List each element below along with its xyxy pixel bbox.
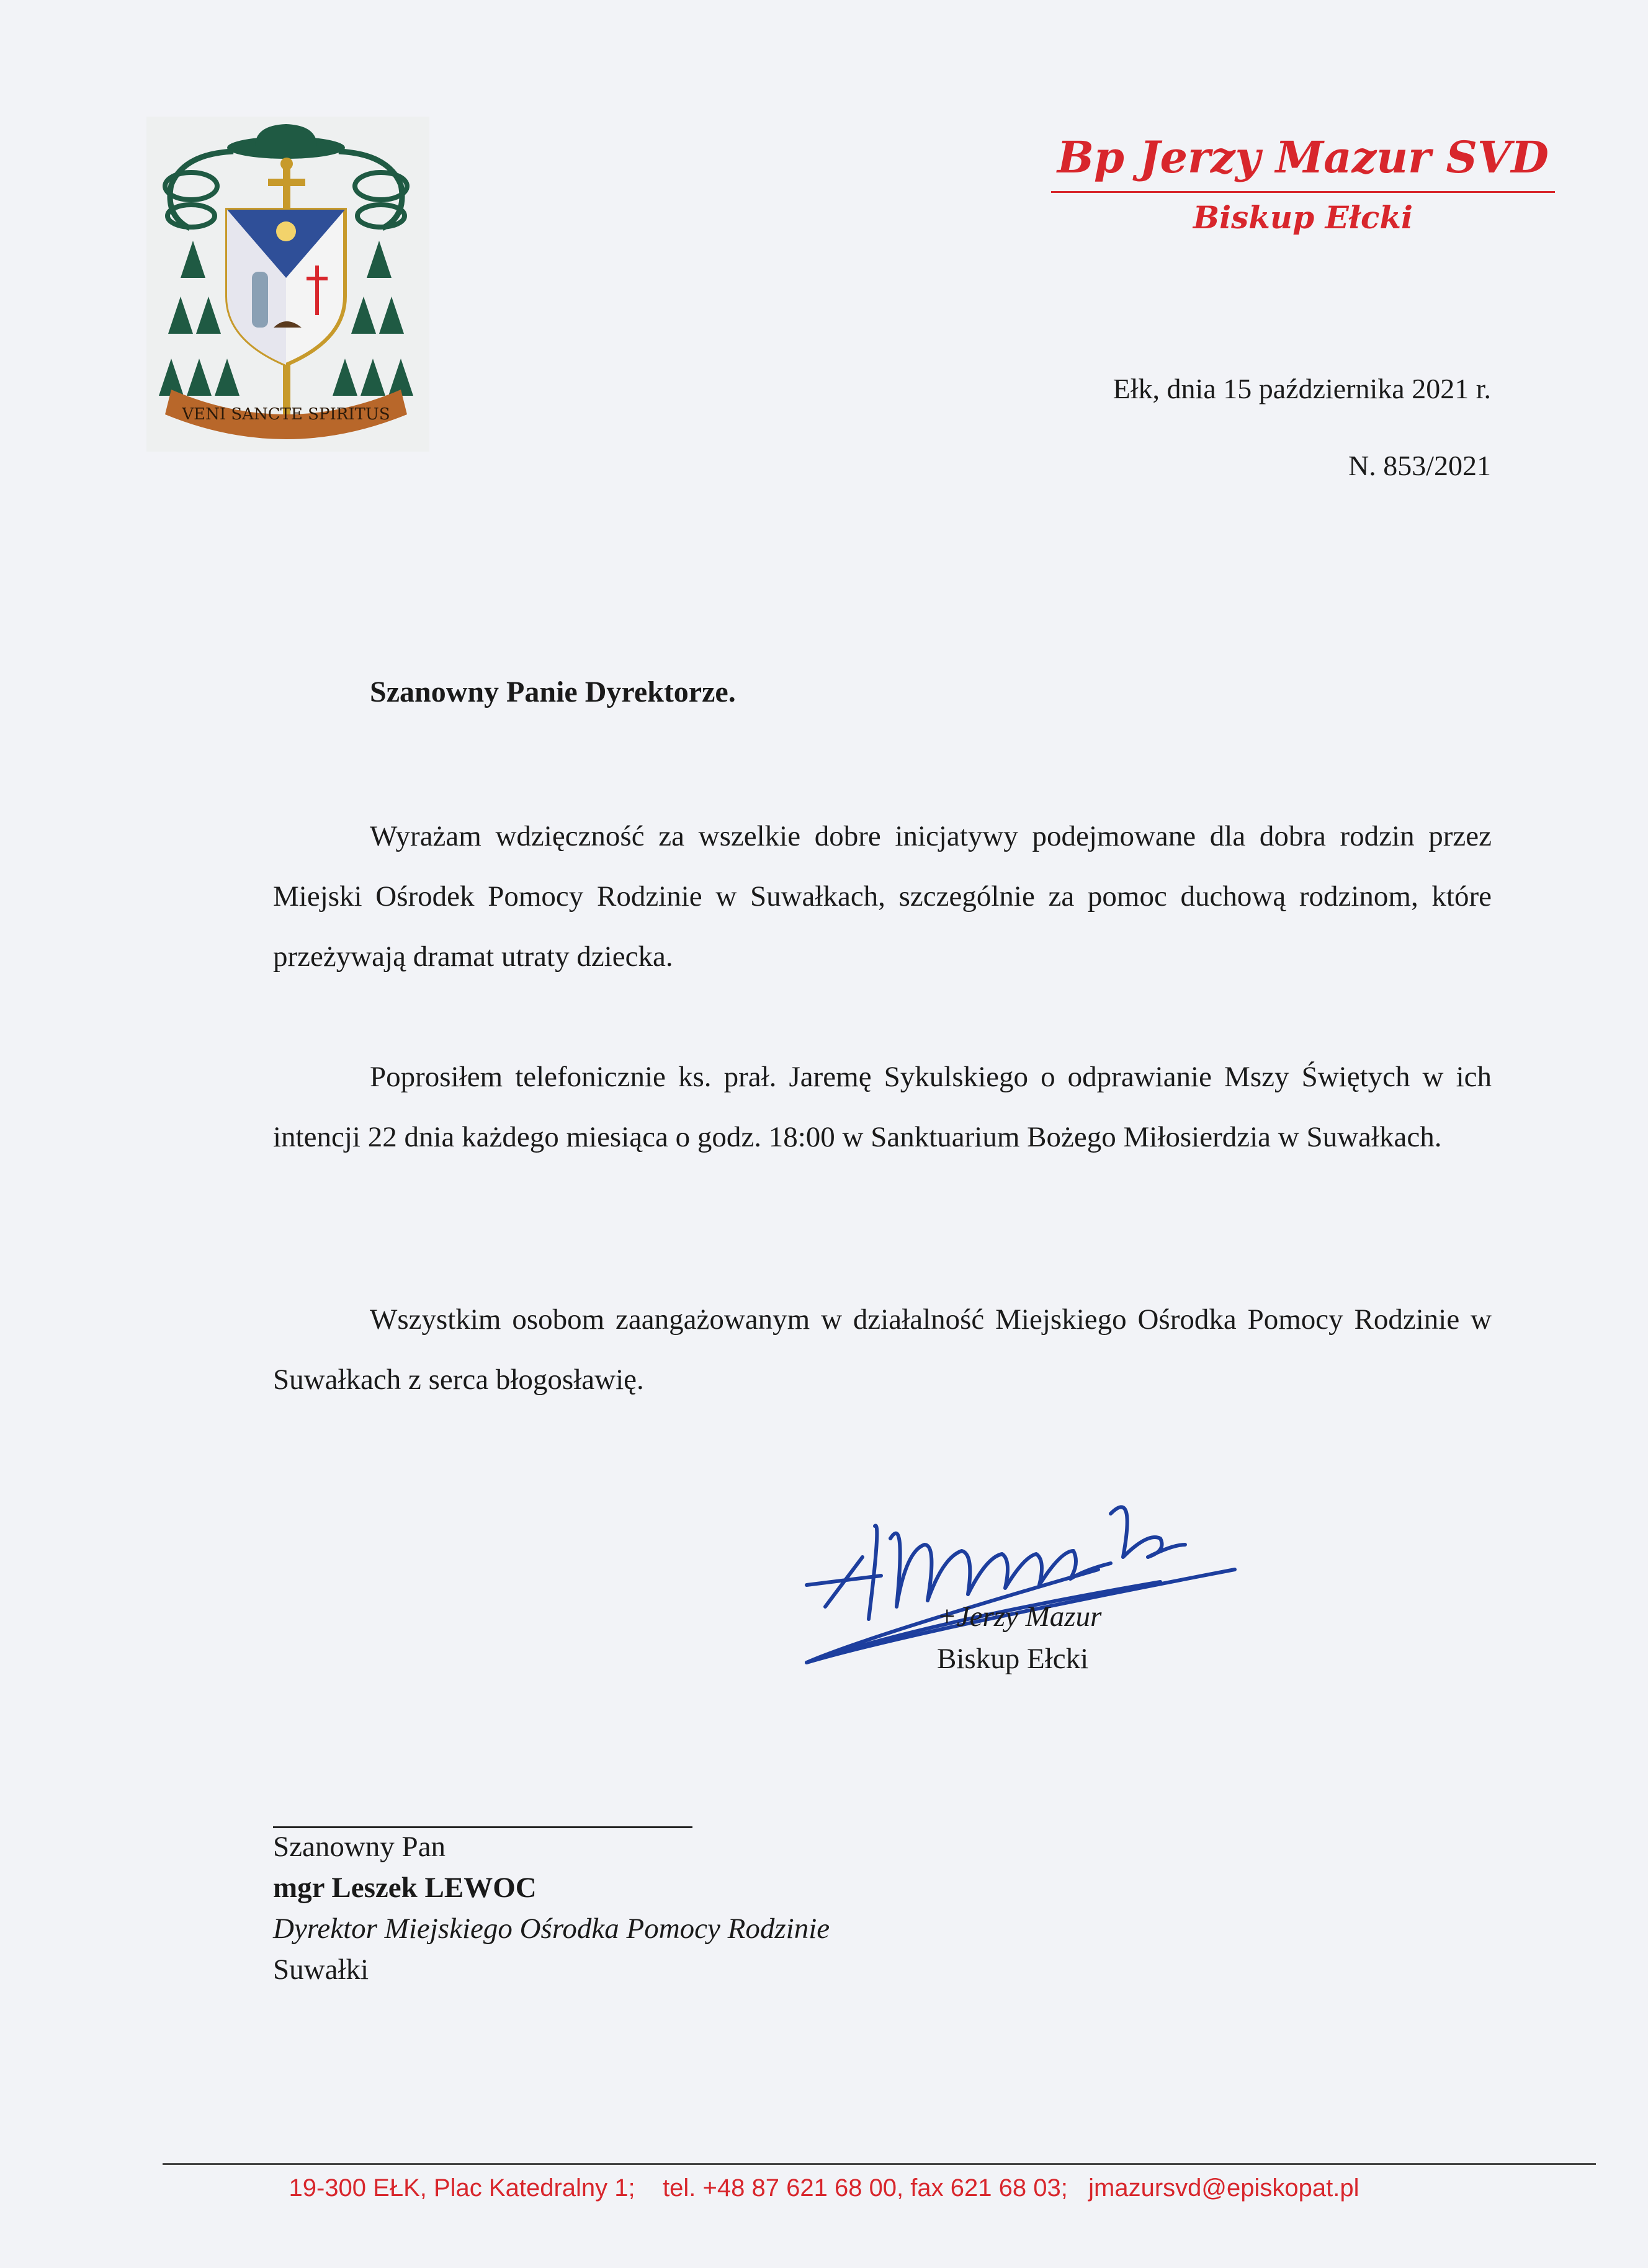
coat-of-arms-graphic	[146, 117, 429, 452]
paragraph-2: Poprosiłem telefonicznie ks. prał. Jaremę Sykulskiego o odprawianie Mszy Świętych w ich intencji 22 dnia każdego miesiąca o godz. 18:00 w Sanktuarium Bożego Miłosierdzia w Suwałkach.	[273, 1061, 1492, 1153]
paragraph-1: Wyrażam wdzięczność za wszelkie dobre inicjatywy podejmowane dla dobra rodzin przez Miejski Ośrodek Pomocy Rodzinie w Suwałkach, szczególnie za pomoc duchową rodzinom, które przeżywają dramat utraty dziecka.	[273, 820, 1492, 973]
greeting: Szanowny Panie Dyrektorze.	[370, 676, 736, 708]
signer-name: +Jerzy Mazur	[937, 1601, 1102, 1633]
reference-number: N. 853/2021	[1348, 450, 1491, 481]
recipient-salutation: Szanowny Pan	[273, 1831, 446, 1863]
signer-block	[937, 1596, 1101, 1680]
recipient-name: mgr Leszek LEWOC	[273, 1872, 537, 1904]
date-line: Ełk, dnia 15 października 2021 r.	[1113, 373, 1491, 404]
recipient-city: Suwałki	[273, 1953, 369, 1986]
letterhead	[1051, 128, 1555, 243]
letterhead-title: Biskup Ełcki	[1193, 199, 1413, 236]
recipient-role: Dyrektor Miejskiego Ośrodka Pomocy Rodzinie	[273, 1913, 830, 1945]
paragraph-3: Wszystkim osobom zaangażowanym w działalność Miejskiego Ośrodka Pomocy Rodzinie w Suwałkach z serca błogosławię.	[273, 1303, 1492, 1396]
recipient-block	[273, 1826, 830, 1990]
footer-divider	[163, 2163, 1596, 2165]
coat-of-arms	[146, 117, 429, 452]
footer-contact: 19-300 EŁK, Plac Katedralny 1; tel. +48 87 621 68 00, fax 621 68 03; jmazursvd@episkopat.pl	[289, 2174, 1359, 2202]
letterhead-name: Bp Jerzy Mazur SVD	[1051, 128, 1555, 193]
signer-title: Biskup Ełcki	[937, 1643, 1089, 1675]
svg-text:VENI SANCTE SPIRITUS: VENI SANCTE SPIRITUS	[182, 405, 390, 424]
